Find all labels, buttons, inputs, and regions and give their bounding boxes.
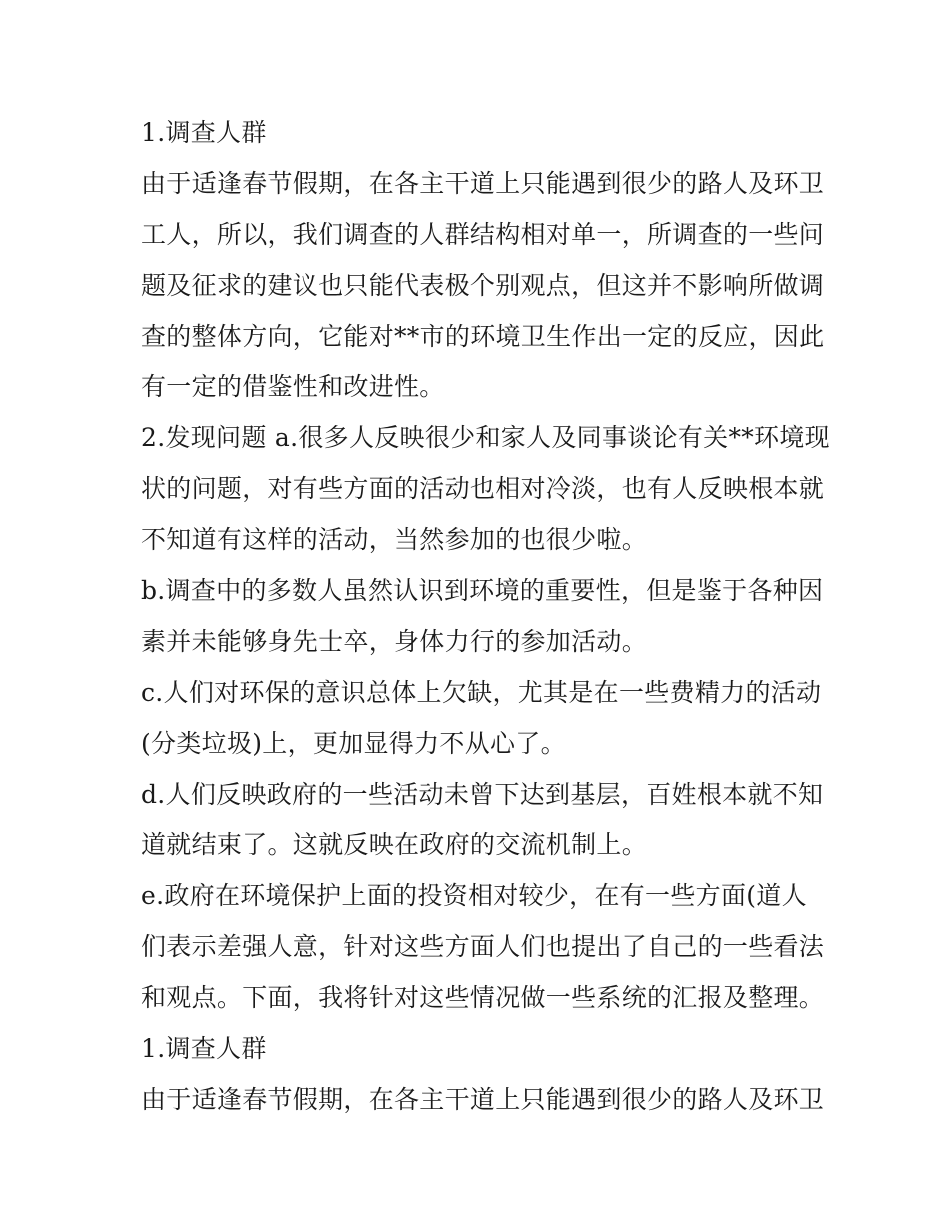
text-line: (分类垃圾)上，更加显得力不从心了。	[141, 728, 566, 758]
text-line: 和观点。下面，我将针对这些情况做一些系统的汇报及整理。	[141, 983, 825, 1013]
heading-survey-group-repeat: 1.调查人群	[141, 1034, 267, 1064]
text-line: 由于适逢春节假期，在各主干道上只能遇到很少的路人及环卫	[141, 1084, 825, 1114]
item-b-line: b.调查中的多数人虽然认识到环境的重要性，但是鉴于各种因	[141, 576, 824, 606]
text-line: 工人，所以，我们调查的人群结构相对单一，所调查的一些问	[141, 219, 825, 249]
text-line: 查的整体方向，它能对**市的环境卫生作出一定的反应，因此	[141, 321, 825, 351]
item-d-line: d.人们反映政府的一些活动未曾下达到基层，百姓根本就不知	[141, 779, 824, 809]
text-line: 状的问题，对有些方面的活动也相对冷淡，也有人反映根本就	[141, 474, 825, 504]
text-line: 由于适逢春节假期，在各主干道上只能遇到很少的路人及环卫	[141, 168, 825, 198]
heading-survey-group: 1.调查人群	[141, 118, 267, 147]
text-line: 不知道有这样的活动，当然参加的也很少啦。	[141, 525, 648, 555]
text-line: 素并未能够身先士卒，身体力行的参加活动。	[141, 626, 648, 656]
text-line: 们表示差强人意，针对这些方面人们也提出了自己的一些看法	[141, 932, 825, 962]
item-e-line: e.政府在环境保护上面的投资相对较少，在有一些方面(道人	[141, 881, 807, 911]
text-line: 道就结束了。这就反映在政府的交流机制上。	[141, 830, 648, 860]
item-c-line: c.人们对环保的意识总体上欠缺，尤其是在一些费精力的活动	[141, 677, 822, 707]
heading-found-problems: 2.发现问题 a.很多人反映很少和家人及同事谈论有关**环境现	[141, 423, 830, 453]
body-text	[141, 108, 830, 1126]
text-line: 有一定的借鉴性和改进性。	[141, 372, 445, 402]
text-line: 题及征求的建议也只能代表极个别观点，但这并不影响所做调	[141, 270, 825, 300]
